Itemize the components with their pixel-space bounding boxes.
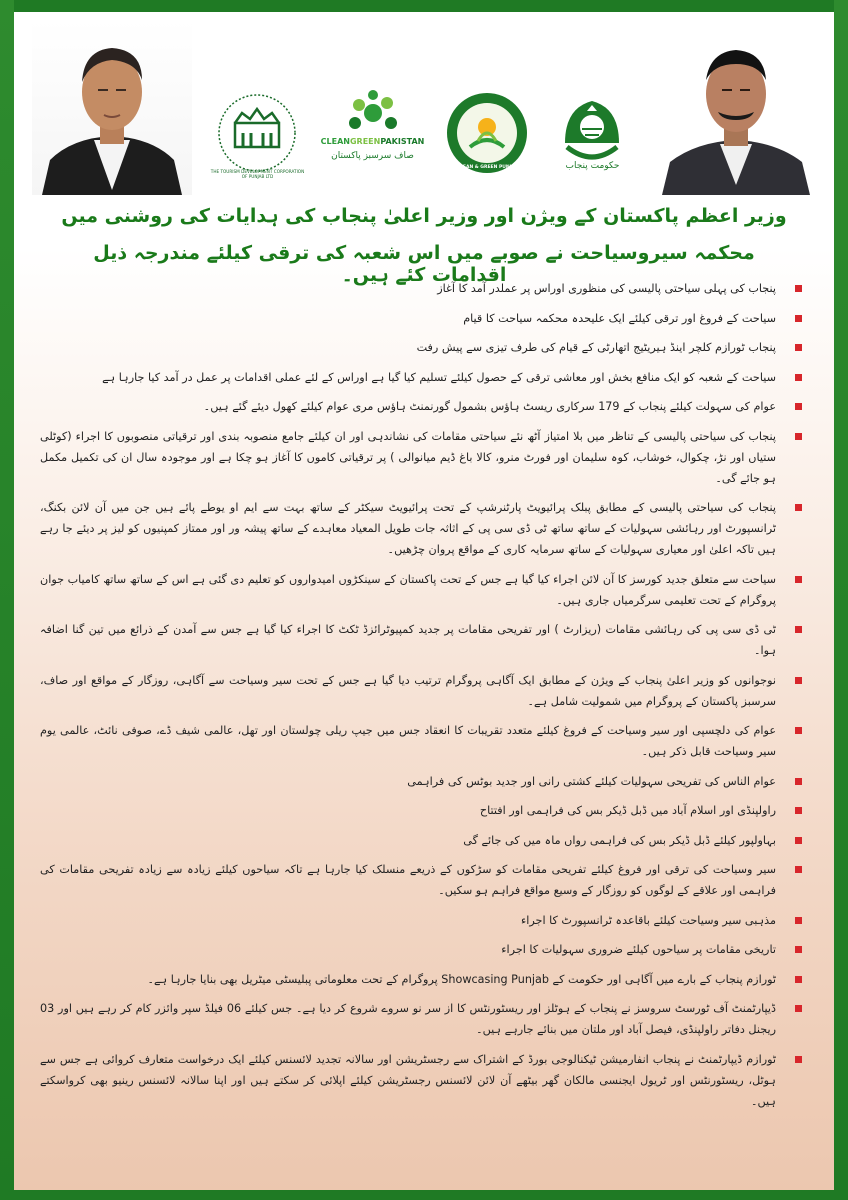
government-of-punjab-logo	[545, 83, 640, 183]
top-frame	[0, 0, 848, 12]
portrait-prime-minister	[32, 20, 192, 195]
bullet-icon	[795, 374, 802, 381]
list-item	[40, 720, 806, 762]
cgp-word-pakistan: PAKISTAN	[380, 137, 425, 146]
bullet-icon	[795, 976, 802, 983]
list-item	[40, 278, 806, 299]
list-item-text: ٹی ڈی سی پی کی رہائشی مقامات (ریزارٹ ) اور تفریحی مقامات پر جدید کمپیوٹرائزڈ ٹکٹ کا اجراء کیا گیا ہے جس سے آمدن کے ذرائع میں تین گنا اضافہ ہوا۔	[40, 623, 776, 657]
list-item-text: پنجاب کی سیاحتی پالیسی کے مطابق پبلک پرائیویٹ پارٹنرشپ کے تحت پرائیویٹ سیکٹر کے ساتھ بہت سے ایم او یوطے پائے ہیں جن میں آن لائن بکنگ، ٹرانسپورٹ اور رہائشی سہولیات کے ساتھ ساتھ ٹی ڈی سی پی کے اثاثہ جات طویل المعیاد معاہدے کے ساتھ پیشہ ور اور ممتاز کمپنیوں کو لیز پر دیئے جا رہے ہیں تاکہ اعلیٰ اور معیاری سہولیات کے ساتھ سرمایہ کاری کے مواقع پروان چڑھیں۔	[40, 501, 776, 556]
list-item	[40, 396, 806, 417]
bullet-icon	[795, 807, 802, 814]
list-item	[40, 308, 806, 329]
cgpunjab-text: CLEAN & GREEN PUNJAB	[456, 165, 519, 170]
portrait-chief-minister	[656, 20, 816, 195]
bullet-icon	[795, 677, 802, 684]
list-item-text: مذہبی سیر وسیاحت کیلئے باقاعدہ ٹرانسپورٹ کا اجراء	[521, 913, 776, 927]
list-item	[40, 859, 806, 901]
clean-green-punjab-logo	[440, 83, 535, 183]
list-item-text: عوام کی دلچسپی اور سیر وسیاحت کے فروغ کیلئے متعدد تقریبات کا انعقاد جس میں جیپ ریلی چولستان اور تھل، عالمی شیف ڈے، صوفی نائٹ، عالمی یوم سیر وسیاحت قابل ذکر ہیں۔	[40, 724, 776, 758]
logo-row	[210, 78, 640, 188]
headline-line-2: محکمہ سیروسیاحت نے صوبے میں اس شعبہ کی ترقی کیلئے مندرجہ ذیل اقدامات کئے ہیں۔	[93, 242, 755, 286]
list-item-text: پنجاب کی سیاحتی پالیسی کے تناظر میں بلا امتیاز آٹھ نئے سیاحتی مقامات کی نشاندہی اور ان کیلئے جامع منصوبہ بندی اور ترقیاتی منصوبوں کا اجراء (کوٹلی ستیاں اور نڑ، چکوال، خوشاب، کوہ سلیمان اور فورٹ منرو، کالا باغ ڈیم میانوالی ) پر ترقیاتی کاموں کا آغاز ہو چکا ہے اور موجودہ سال ان کی تکمیل مکمل ہو جائے گی۔	[40, 429, 776, 485]
cgp-wordmark	[315, 137, 430, 146]
list-item	[40, 969, 806, 990]
govpunjab-text: حکومت پنجاب	[565, 161, 620, 171]
list-item-text: سیاحت کے شعبہ کو ایک منافع بخش اور معاشی ترقی کے حصول کیلئے تسلیم کیا گیا ہے اوراس کے لئے عملی اقدامات پر عمل در آمد کیا جارہا ہے	[102, 370, 776, 384]
list-item-text: تاریخی مقامات پر سیاحوں کیلئے ضروری سہولیات کا اجراء	[501, 943, 776, 956]
list-item-text: سیر وسیاحت کی ترقی اور فروغ کیلئے تفریحی مقامات کو سڑکوں کے ذریعے منسلک کیا جارہا ہے تاکہ سیاحوں کیلئے زیادہ سے زیادہ تفریحی مقامات کی فراہمی اور علاقے کے لوگوں کو روزگار کے وسیع مواقع فراہم ہو سکیں۔	[40, 863, 776, 897]
headline-line-1: وزیر اعظم پاکستان کے ویژن اور وزیر اعلیٰ پنجاب کی ہدایات کی روشنی میں	[61, 205, 787, 227]
list-item-text: عوام کی سہولت کیلئے پنجاب کے 179 سرکاری ریسٹ ہاؤس بشمول گورنمنٹ ہاؤس مری عوام کیلئے کھول دیئے گئے ہیں۔	[203, 400, 776, 413]
list-item	[40, 939, 806, 960]
tdcp-logo	[210, 83, 305, 183]
list-item-text: سیاحت سے متعلق جدید کورسز کا آن لائن اجراء کیا گیا ہے جس کے تحت پاکستان کے سینکڑوں امیدواروں کو تعلیم دی گئی ہے اس کے ساتھ ساتھ کامیاب جوان پروگرام کے تحت تعلیمی سرگرمیاں جاری ہیں۔	[40, 572, 776, 607]
list-item-text: بہاولپور کیلئے ڈبل ڈیکر بس کی فراہمی رواں ماہ میں کی جائے گی	[463, 833, 776, 847]
right-frame	[834, 0, 848, 1200]
bottom-frame	[0, 1190, 848, 1200]
bullet-icon	[795, 866, 802, 873]
initiatives-list	[40, 278, 806, 1120]
bullet-icon	[795, 285, 802, 292]
bullet-icon	[795, 315, 802, 322]
bullet-icon	[795, 504, 802, 511]
bullet-icon	[795, 778, 802, 785]
list-item	[40, 1049, 806, 1112]
bullet-icon	[795, 946, 802, 953]
list-item	[40, 337, 806, 358]
bullet-icon	[795, 433, 802, 440]
tdcp-logo-text: THE TOURISM DEVELOPMENT CORPORATION OF PUNJAB LTD	[210, 169, 305, 179]
list-item	[40, 426, 806, 489]
list-item	[40, 569, 806, 611]
list-item-text: نوجوانوں کو وزیر اعلیٰ پنجاب کے ویژن کے مطابق ایک آگاہی پروگرام ترتیب دیا گیا ہے جس کے تحت سیر وسیاحت سے آگاہی، روزگار کے مواقع اور صاف، سرسبز پاکستان کے پروگرام میں شمولیت شامل ہے۔	[40, 673, 776, 708]
bullet-icon	[795, 626, 802, 633]
list-item	[40, 830, 806, 851]
bullet-icon	[795, 727, 802, 734]
list-item-text: پنجاب کی پہلی سیاحتی پالیسی کی منظوری اوراس پر عملدر آمد کا آغاز	[437, 282, 776, 295]
list-item	[40, 771, 806, 792]
list-item	[40, 998, 806, 1040]
cgp-urdu: صاف سرسبز پاکستان	[331, 151, 414, 161]
list-item-text: ٹورازم ڈیپارٹمنٹ نے پنجاب انفارمیشن ٹیکنالوجی بورڈ کے اشتراک سے رجسٹریشن اور سالانہ تجدید لائسنس کیلئے ایک درخواست متعارف کروائی ہے جس سے ہوٹل، ریسٹورنٹس اور ٹریول ایجنسی مالکان گھر بیٹھے آن لائن لائسنس رجسٹریشن کیلئے اپلائی کر سکتے ہیں اور اپنا سالانہ لائسنس رینیو بھی کرواسکتے ہیں۔	[40, 1052, 776, 1108]
clean-green-pakistan-logo	[315, 83, 430, 183]
cgp-word-green: GREEN	[349, 137, 381, 146]
list-item	[40, 800, 806, 821]
list-item	[40, 497, 806, 560]
bullet-icon	[795, 344, 802, 351]
list-item-text: راولپنڈی اور اسلام آباد میں ڈبل ڈیکر بس کی فراہمی اور افتتاح	[479, 804, 776, 817]
list-item-text: پنجاب ٹورازم کلچر اینڈ ہیریٹیج اتھارٹی کے قیام کی طرف تیزی سے پیش رفت	[416, 341, 776, 354]
list-item	[40, 367, 806, 388]
list-item	[40, 670, 806, 712]
bullet-icon	[795, 1056, 802, 1063]
bullet-icon	[795, 576, 802, 583]
list-item-text: سیاحت کے فروغ اور ترقی کیلئے ایک علیحدہ محکمہ سیاحت کا قیام	[463, 311, 776, 325]
list-item	[40, 619, 806, 661]
bullet-icon	[795, 837, 802, 844]
bullet-icon	[795, 403, 802, 410]
list-item-text: ٹورازم پنجاب کے بارے میں آگاہی اور حکومت کے Showcasing Punjab پروگرام کے تحت معلوماتی پبلیسٹی میٹریل بھی بنایا جارہا ہے۔	[147, 972, 776, 986]
cgp-word-clean: CLEAN	[320, 137, 350, 146]
bullet-icon	[795, 1005, 802, 1012]
list-item-text: عوام الناس کی تفریحی سہولیات کیلئے کشتی رانی اور جدید بوٹس کی فراہمی	[407, 774, 776, 788]
list-item-text: ڈیپارٹمنٹ آف ٹورسٹ سروسز نے پنجاب کے ہوٹلز اور ریسٹورنٹس کا از سر نو سروے شروع کر دیا ہے۔ جس کیلئے 06 فیلڈ سپر وائزر کام کر رہے ہیں اور 03 ریجنل دفاتر راولپنڈی، فیصل آباد اور ملتان میں بنائے جارہے ہیں۔	[40, 1002, 776, 1036]
left-frame	[0, 0, 14, 1200]
bullet-icon	[795, 917, 802, 924]
list-item	[40, 910, 806, 931]
